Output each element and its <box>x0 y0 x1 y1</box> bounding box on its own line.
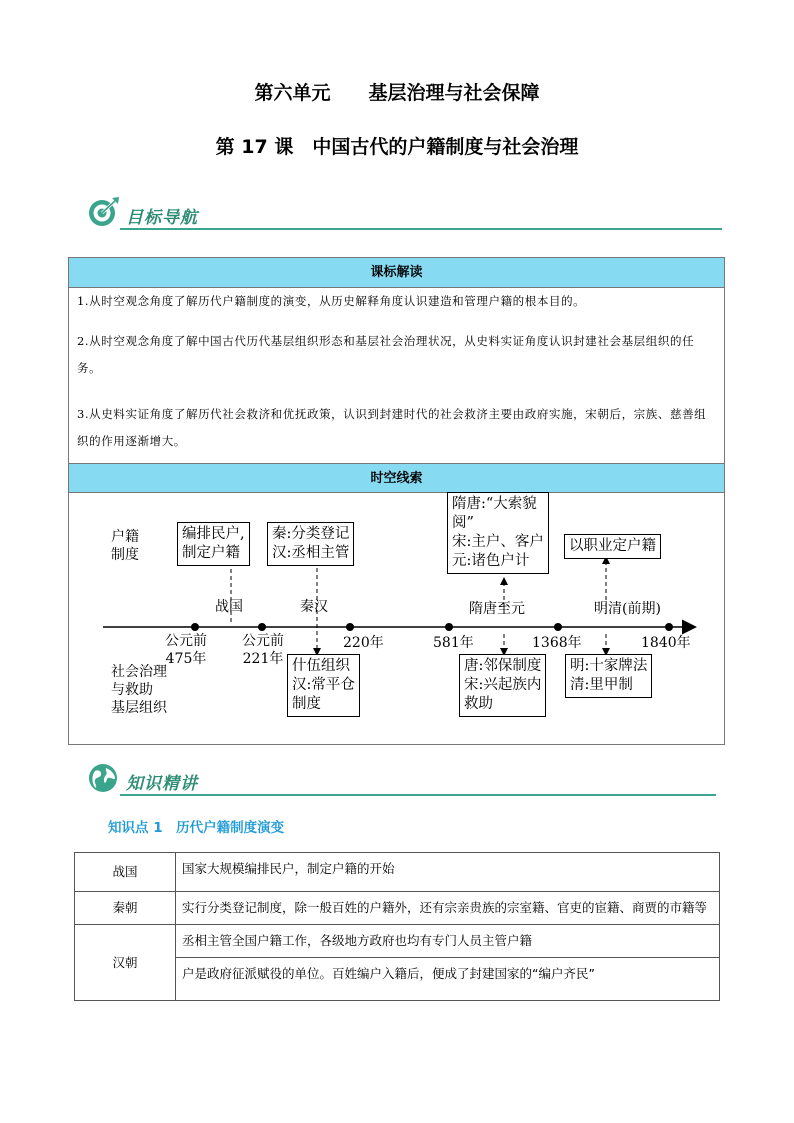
box-household-qin-han: 秦:分类登记 汉:丞相主管 <box>267 522 354 566</box>
section-knowledge-divider <box>120 794 716 796</box>
timeline-diagram <box>69 494 724 744</box>
tick-475bc: 公元前 475年 <box>165 633 207 667</box>
tick-581: 581年 <box>433 635 474 651</box>
period-warring-states: 战国 <box>215 599 243 615</box>
era-cell: 战国 <box>75 853 176 892</box>
standard-item-3: 3.从史料实证角度了解历代社会救济和优抚政策，认识到封建时代的社会救济主要由政府实施，宋朝后，宗族、慈善组织的作用逐渐增大。 <box>77 407 707 448</box>
period-ming-qing: 明清(前期) <box>594 601 661 617</box>
table-row <box>75 892 720 925</box>
tick-1368: 1368年 <box>532 635 582 651</box>
table-row <box>75 925 720 958</box>
box-governance-ming-qing: 明:十家牌法 清:里甲制 <box>565 654 652 698</box>
timeline-axis <box>69 494 724 744</box>
box-governance-sui-yuan: 唐:邻保制度 宋:兴起族内 救助 <box>459 654 546 717</box>
tick-220: 220年 <box>343 635 384 651</box>
box-governance-qin-han: 什伍组织 汉:常平仓 制度 <box>287 654 360 717</box>
tick-221bc: 公元前 221年 <box>242 633 284 667</box>
box-household-warring: 编排民户, 制定户籍 <box>177 522 250 566</box>
knowledge-point-title: 知识点 1 历代户籍制度演变 <box>108 820 285 836</box>
era-cell: 汉朝 <box>75 925 176 1001</box>
standard-item-1: 1.从时空观念角度了解历代户籍制度的演变，从历史解释角度认识建造和管理户籍的根本目的。 <box>77 294 586 308</box>
section-goal-divider <box>120 228 722 230</box>
standards-header: 课标解读 <box>69 258 724 288</box>
standard-item-2: 2.从时空观念角度了解中国古代历代基层组织形态和基层社会治理状况，从史料实证角度认识封建社会基层组织的任务。 <box>77 334 695 375</box>
standards-box <box>68 257 725 745</box>
section-goal-title: 目标导航 <box>126 208 198 228</box>
globe-icon <box>86 762 120 794</box>
period-sui-tang-yuan: 隋唐至元 <box>469 601 525 617</box>
box-household-sui-yuan: 隋唐:“大索貌 阅” 宋:主户、客户 元:诸色户计 <box>447 492 549 574</box>
tick-1840: 1840年 <box>641 635 691 651</box>
unit-title: 第六单元 基层治理与社会保障 <box>254 82 540 104</box>
table-row <box>75 853 720 892</box>
section-knowledge-title: 知识精讲 <box>126 774 198 794</box>
row-label-governance: 社会治理 与救助 基层组织 <box>111 664 167 716</box>
era-cell: 秦朝 <box>75 892 176 925</box>
household-evolution-table <box>74 852 720 1001</box>
target-icon <box>86 196 120 228</box>
period-qin-han: 秦汉 <box>300 599 328 615</box>
content-cell: 户是政府征派赋役的单位。百姓编户入籍后，便成了封建国家的“编户齐民” <box>176 958 720 1001</box>
row-label-household: 户籍 制度 <box>111 529 139 563</box>
timeline-header: 时空线索 <box>69 463 724 493</box>
content-cell: 丞相主管全国户籍工作，各级地方政府也均有专门人员主管户籍 <box>176 925 720 958</box>
content-cell: 实行分类登记制度，除一般百姓的户籍外，还有宗亲贵族的宗室籍、官吏的宦籍、商贾的市籍等 <box>176 892 720 925</box>
content-cell: 国家大规模编排民户，制定户籍的开始 <box>176 853 720 892</box>
box-household-ming-qing: 以职业定户籍 <box>564 534 661 559</box>
lesson-title: 第 17 课 中国古代的户籍制度与社会治理 <box>215 136 579 158</box>
